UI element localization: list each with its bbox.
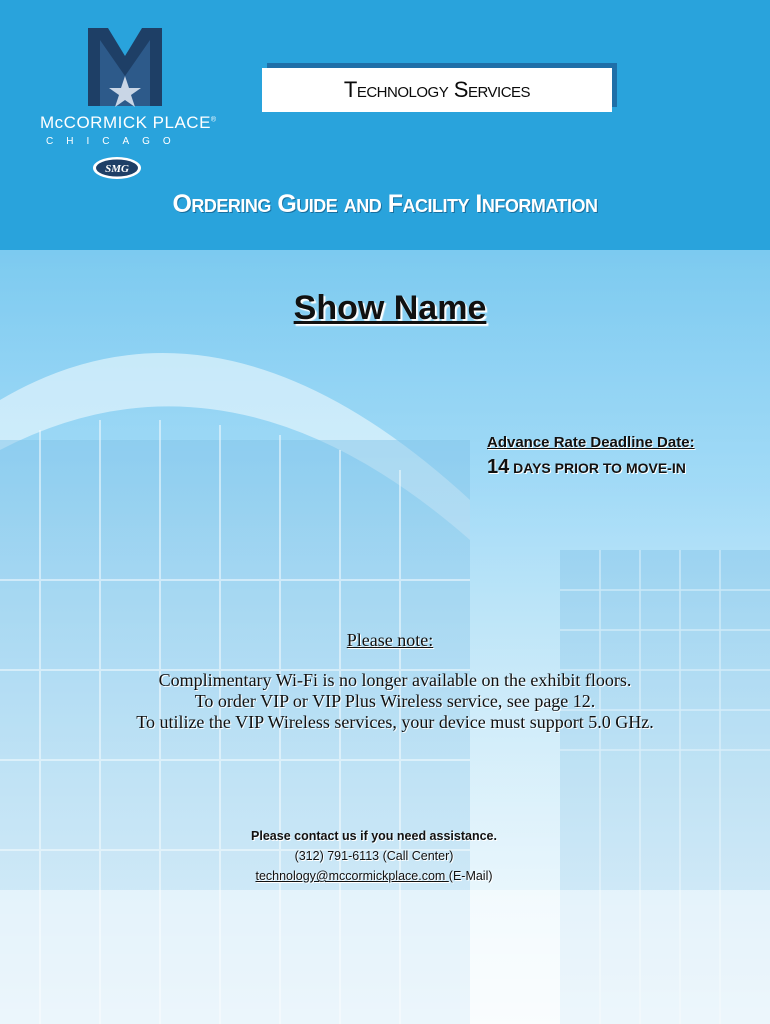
deadline-label: Advance Rate Deadline Date: <box>487 434 695 451</box>
note-line: Complimentary Wi-Fi is no longer available on the exhibit floors. <box>158 670 632 690</box>
contact-email-link[interactable]: technology@mccormickplace.com <box>255 869 449 883</box>
show-name: Show Name <box>293 289 487 327</box>
department-title: Technology Services <box>343 77 531 102</box>
deadline-value <box>487 456 686 479</box>
department-banner <box>262 68 612 112</box>
smg-logo <box>92 155 142 181</box>
guide-title: Ordering Guide and Facility Information <box>172 190 598 218</box>
contact-email-line <box>0 866 748 886</box>
note-heading: Please note: <box>346 630 434 650</box>
note-line: To order VIP or VIP Plus Wireless service, see page 12. <box>194 691 596 711</box>
contact-email-suffix: (E-Mail) <box>448 869 493 883</box>
logo-wordmark: McCORMICK PLACE® <box>40 113 217 132</box>
smg-logo-text: SMG <box>105 163 129 175</box>
logo-city: CHICAGO <box>46 136 184 147</box>
deadline-days: 14 <box>487 456 510 478</box>
note-body <box>0 670 770 733</box>
contact-block <box>0 826 748 886</box>
deadline-text: DAYS PRIOR TO MOVE-IN <box>509 460 686 476</box>
note-line: To utilize the VIP Wireless services, your device must support 5.0 GHz. <box>136 712 654 732</box>
contact-phone: (312) 791-6113 (Call Center) <box>294 849 454 863</box>
contact-heading: Please contact us if you need assistance. <box>251 829 497 843</box>
